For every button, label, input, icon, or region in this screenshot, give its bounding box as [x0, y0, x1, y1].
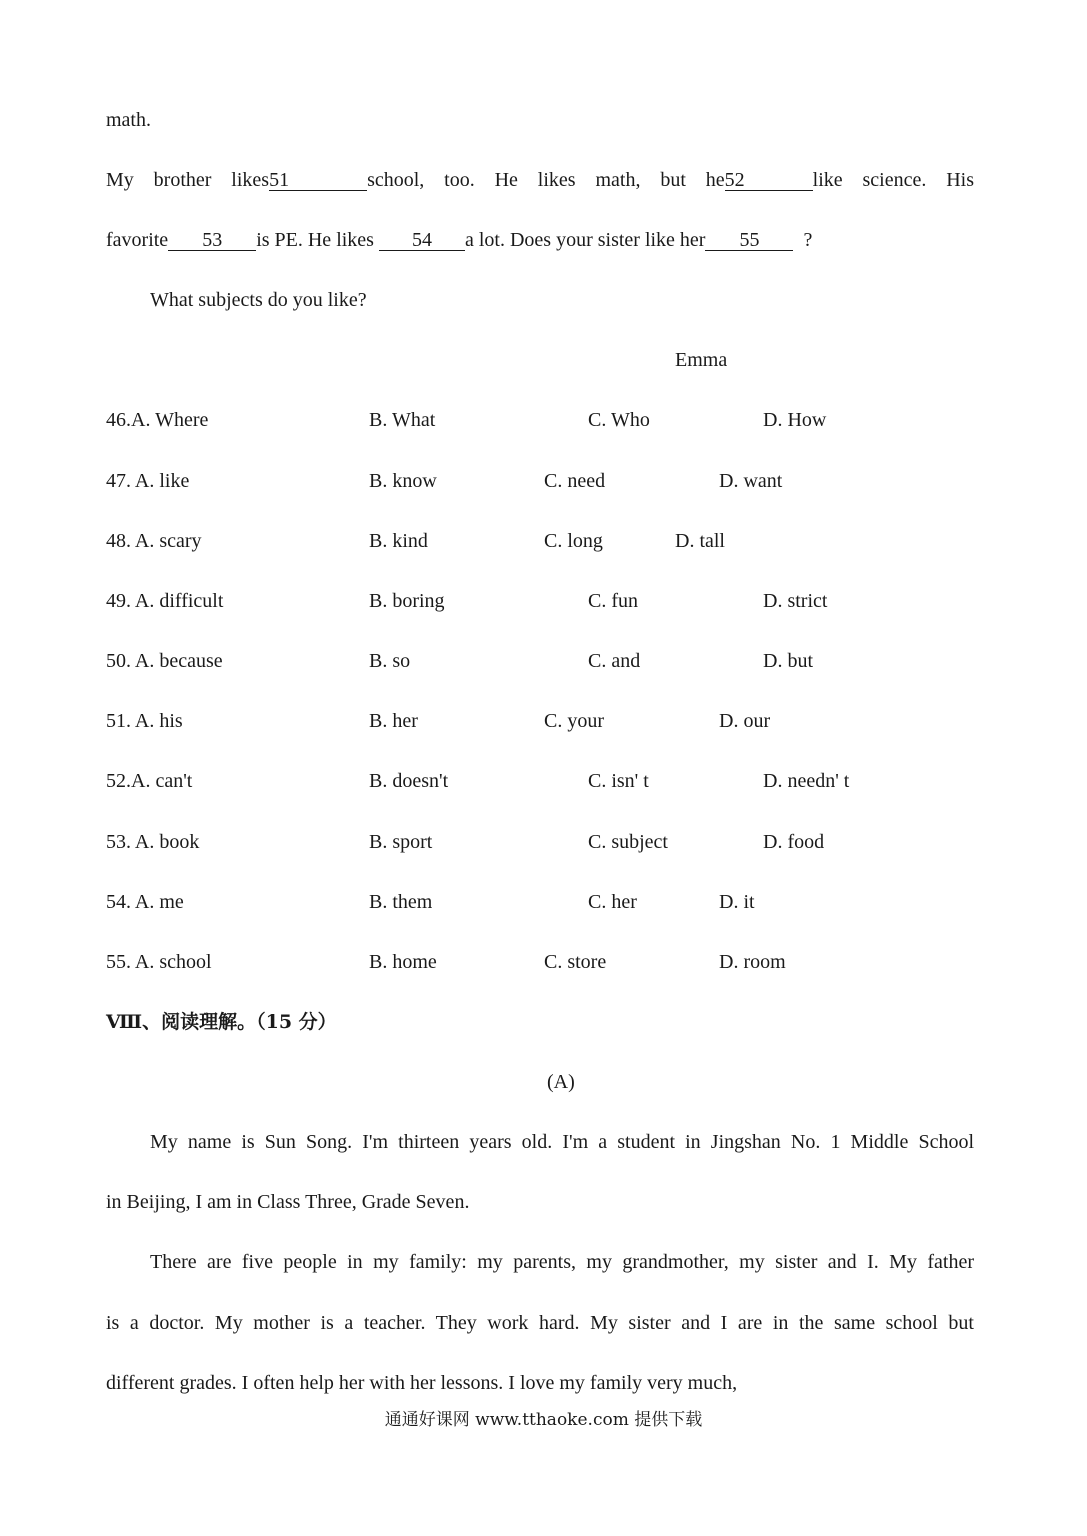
option-d: D. food [763, 831, 825, 853]
option-a: A. his [134, 710, 183, 732]
question-number-and-option-a [106, 469, 189, 493]
question-number: 47. [106, 470, 135, 492]
option-c: C. store [544, 951, 607, 973]
passage-line-math: math. [106, 109, 151, 131]
question-number: 52. [106, 770, 131, 792]
option-b: B. sport [369, 831, 433, 853]
text-segment: My brother likes [106, 169, 270, 191]
reading-line: There are five people in my family: my parents, my grandmother, my sister and I. My father [150, 1251, 974, 1273]
question-number: 54. [106, 891, 135, 913]
section-subtitle: (A) [547, 1071, 575, 1093]
signature: Emma [675, 349, 728, 371]
option-b: B. doesn't [369, 770, 449, 792]
option-c: C. long [544, 530, 603, 552]
section-title: Ⅷ、阅读理解。（15 分） [106, 1011, 337, 1033]
text-segment: school, too. He likes math, but he [367, 169, 725, 191]
question-number-and-option-a [106, 890, 184, 914]
option-a: A. me [134, 891, 184, 913]
option-d: D. but [763, 650, 813, 672]
text-segment: is PE. He likes [256, 229, 374, 251]
option-d: D. want [719, 470, 783, 492]
option-a: A. Where [131, 409, 209, 431]
option-a: A. like [134, 470, 190, 492]
question-number: 46. [106, 409, 131, 431]
blank-52: 52 [725, 170, 813, 191]
option-b: B. them [369, 891, 433, 913]
option-a: A. because [134, 650, 223, 672]
option-b: B. know [369, 470, 437, 492]
option-c: C. isn' t [588, 770, 649, 792]
question-number-and-option-a [106, 529, 202, 553]
option-b: B. her [369, 710, 418, 732]
question-number-and-option-a [106, 408, 208, 432]
passage-line-question: What subjects do you like? [150, 289, 367, 311]
option-c: C. your [544, 710, 604, 732]
option-b: B. What [369, 409, 436, 431]
option-b: B. home [369, 951, 437, 973]
option-b: B. boring [369, 590, 445, 612]
question-number-and-option-a [106, 709, 183, 733]
blank-53: 53 [168, 230, 256, 251]
option-d: D. tall [675, 530, 725, 552]
option-c: C. Who [588, 409, 650, 431]
question-number-and-option-a [106, 769, 192, 793]
question-number: 50. [106, 650, 135, 672]
blank-55: 55 [705, 230, 793, 251]
option-d: D. needn' t [763, 770, 850, 792]
option-b: B. kind [369, 530, 428, 552]
question-number: 55. [106, 951, 135, 973]
blank-54: 54 [379, 230, 465, 251]
option-a: A. can't [131, 770, 193, 792]
question-number: 51. [106, 710, 135, 732]
reading-line: is a doctor. My mother is a teacher. They work hard. My sister and I are in the same school but [106, 1312, 974, 1334]
option-d: D. our [719, 710, 771, 732]
passage-line-favorite [106, 228, 812, 252]
question-number: 49. [106, 590, 135, 612]
question-number-and-option-a [106, 649, 223, 673]
option-a: A. scary [134, 530, 202, 552]
text-segment: ? [803, 229, 813, 251]
reading-line: My name is Sun Song. I'm thirteen years old. I'm a student in Jingshan No. 1 Middle School [150, 1131, 974, 1153]
option-a: A. difficult [134, 590, 224, 612]
option-c: C. subject [588, 831, 668, 853]
option-d: D. it [719, 891, 755, 913]
question-number: 48. [106, 530, 135, 552]
reading-line: different grades. I often help her with her lessons. I love my family very much, [106, 1372, 738, 1394]
option-b: B. so [369, 650, 411, 672]
option-c: C. her [588, 891, 637, 913]
blank-51: 51 [269, 170, 367, 191]
question-number-and-option-a [106, 950, 212, 974]
option-c: C. fun [588, 590, 638, 612]
question-number-and-option-a [106, 589, 223, 613]
option-a: A. book [134, 831, 200, 853]
text-segment: a lot. Does your sister like her [464, 229, 706, 251]
option-d: D. strict [763, 590, 828, 612]
question-number: 53. [106, 831, 135, 853]
page-footer: 通通好课网 www.tthaoke.com 提供下载 [384, 1410, 703, 1430]
option-c: C. need [544, 470, 606, 492]
reading-line: in Beijing, I am in Class Three, Grade Seven. [106, 1191, 470, 1213]
text-segment: favorite [106, 229, 169, 251]
option-c: C. and [588, 650, 641, 672]
option-d: D. room [719, 951, 786, 973]
option-a: A. school [134, 951, 212, 973]
text-segment: like science. His [812, 169, 975, 191]
question-number-and-option-a [106, 830, 199, 854]
passage-line-brother [106, 168, 974, 192]
option-d: D. How [763, 409, 827, 431]
